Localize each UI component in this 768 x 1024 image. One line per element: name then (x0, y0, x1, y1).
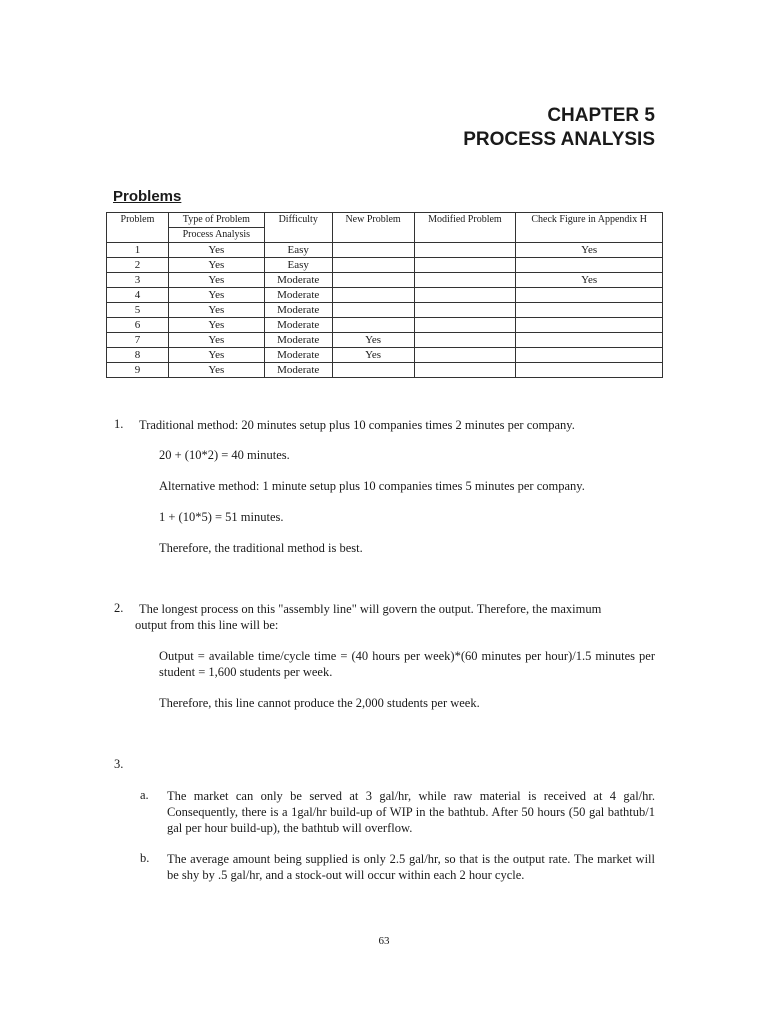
table-cell (516, 318, 663, 333)
table-cell: Yes (168, 273, 264, 288)
q1-calc1: 20 + (10*2) = 40 minutes. (159, 448, 290, 462)
header-difficulty: Difficulty (264, 213, 332, 243)
table-cell: 1 (107, 243, 169, 258)
table-cell: Yes (168, 303, 264, 318)
q2-number: 2. (114, 601, 124, 615)
table-row (107, 303, 663, 318)
table-cell (332, 303, 414, 318)
table-cell: Yes (168, 363, 264, 378)
q3-a-label: a. (140, 788, 149, 802)
table-cell (414, 258, 516, 273)
table-cell: 5 (107, 303, 169, 318)
table-cell (332, 288, 414, 303)
chapter-title: PROCESS ANALYSIS (463, 129, 655, 150)
header-check-figure: Check Figure in Appendix H (516, 213, 663, 243)
table-cell (516, 333, 663, 348)
table-row (107, 273, 663, 288)
table-cell: Moderate (264, 363, 332, 378)
q1-intro: Traditional method: 20 minutes setup plus 10 companies times 2 minutes per company. (139, 418, 575, 432)
table-cell: Moderate (264, 318, 332, 333)
header-modified-problem: Modified Problem (414, 213, 516, 243)
table-row (107, 363, 663, 378)
header-process-analysis: Process Analysis (168, 228, 264, 243)
table-body (107, 243, 663, 378)
table-cell: 3 (107, 273, 169, 288)
table-cell (332, 243, 414, 258)
table-cell: 4 (107, 288, 169, 303)
q1-number: 1. (114, 417, 124, 431)
table-row (107, 333, 663, 348)
table-row (107, 243, 663, 258)
table-cell (332, 258, 414, 273)
table-cell (414, 273, 516, 288)
q3-number: 3. (114, 757, 124, 771)
table-header-row (107, 213, 663, 228)
table-cell: Moderate (264, 333, 332, 348)
table-cell (414, 333, 516, 348)
q1-alt-method: Alternative method: 1 minute setup plus 10 companies times 5 minutes per company. (159, 479, 585, 493)
table-row (107, 348, 663, 363)
table-cell: 8 (107, 348, 169, 363)
table-cell (414, 348, 516, 363)
table-cell: Moderate (264, 288, 332, 303)
chapter-number: CHAPTER 5 (547, 105, 655, 126)
q2-intro-line1: The longest process on this "assembly line" will govern the output. Therefore, the maximum (139, 602, 602, 616)
table-cell: Moderate (264, 273, 332, 288)
q3-b-label: b. (140, 851, 150, 865)
table-cell (414, 318, 516, 333)
table-cell: Moderate (264, 303, 332, 318)
table-cell (414, 363, 516, 378)
table-cell: Easy (264, 258, 332, 273)
table-cell: Yes (332, 333, 414, 348)
section-title: Problems (113, 188, 182, 205)
table-cell: 9 (107, 363, 169, 378)
table-cell (516, 363, 663, 378)
table-cell (332, 273, 414, 288)
table-cell: Yes (168, 243, 264, 258)
q3-b-text: The average amount being supplied is only 2.5 gal/hr, so that is the output rate. The market will be shy by .5 gal/hr, and a stock-out will occur within each 2 hour cycle. (167, 852, 655, 882)
table-cell: Yes (168, 288, 264, 303)
q3-a-text: The market can only be served at 3 gal/hr, while raw material is received at 4 gal/hr. Consequently, there is a 1gal/hr build-up of WIP in the bathtub. After 50 hours (50 gal bathtub/1 gal per hour build-up), the bathtub will overflow. (167, 789, 655, 835)
table-cell (332, 363, 414, 378)
table-cell: Yes (168, 333, 264, 348)
table-cell: Yes (168, 258, 264, 273)
table-cell: Yes (516, 273, 663, 288)
q2-conclusion: Therefore, this line cannot produce the 2,000 students per week. (159, 696, 480, 710)
table-cell: Yes (168, 318, 264, 333)
header-problem: Problem (107, 213, 169, 243)
table-cell: 7 (107, 333, 169, 348)
table-cell (516, 258, 663, 273)
table-cell (516, 348, 663, 363)
header-type: Type of Problem (168, 213, 264, 228)
q1-calc2: 1 + (10*5) = 51 minutes. (159, 510, 284, 524)
chapter-heading (463, 104, 655, 152)
table-cell (414, 243, 516, 258)
table-row (107, 258, 663, 273)
table-cell: Easy (264, 243, 332, 258)
page-number: 63 (378, 935, 390, 947)
table-cell: 6 (107, 318, 169, 333)
table-cell (414, 288, 516, 303)
table-cell (414, 303, 516, 318)
table-cell: Moderate (264, 348, 332, 363)
table-cell: Yes (168, 348, 264, 363)
problems-table (106, 212, 663, 378)
table-cell: Yes (332, 348, 414, 363)
table-cell (516, 303, 663, 318)
table-cell: Yes (516, 243, 663, 258)
table-cell: 2 (107, 258, 169, 273)
header-new-problem: New Problem (332, 213, 414, 243)
q1-conclusion: Therefore, the traditional method is best. (159, 541, 363, 555)
table-cell (332, 318, 414, 333)
table-row (107, 288, 663, 303)
q2-output: Output = available time/cycle time = (40 hours per week)*(60 minutes per hour)/1.5 minutes per student = 1,600 students per week. (159, 649, 655, 679)
q2-intro-line2: output from this line will be: (135, 618, 279, 632)
table-cell (516, 288, 663, 303)
table-row (107, 318, 663, 333)
